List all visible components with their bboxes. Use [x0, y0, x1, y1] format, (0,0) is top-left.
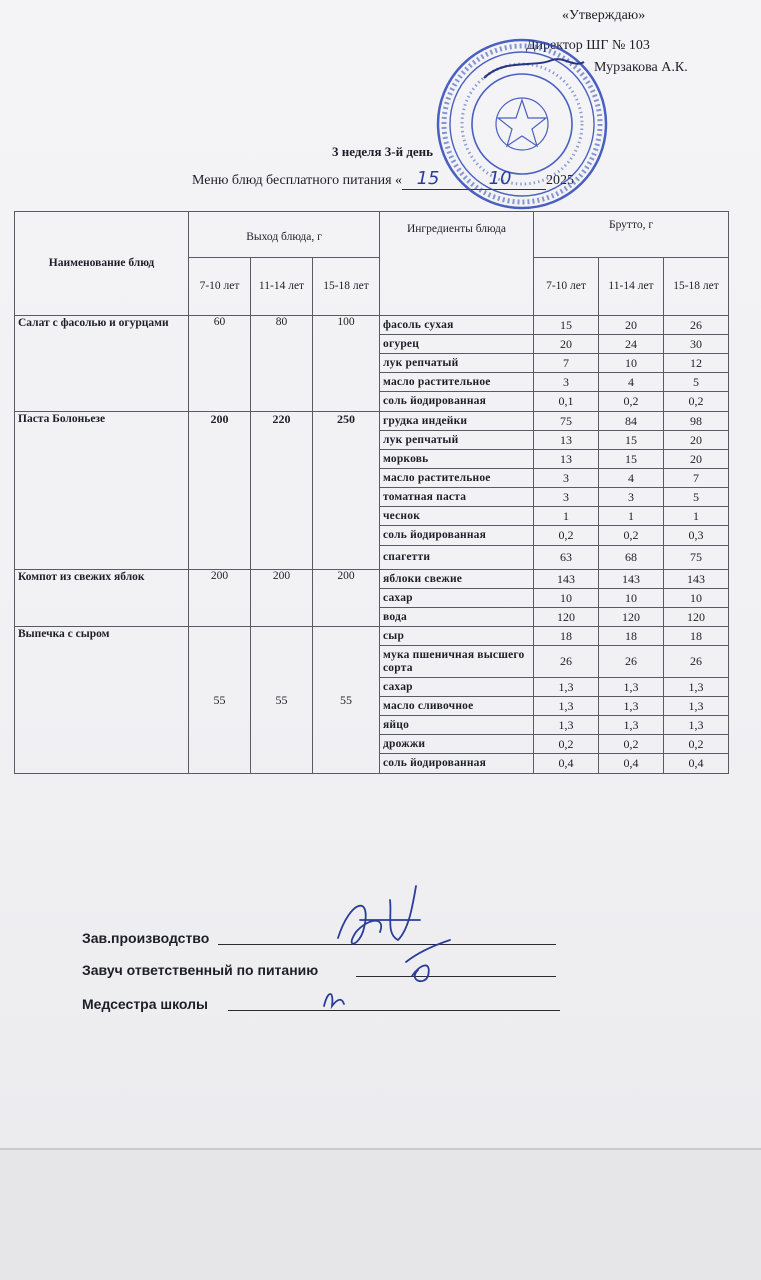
ingredient-name: чеснок: [380, 507, 534, 526]
ingredient-name: соль йодированная: [380, 526, 534, 546]
brutto-value: 1,3: [534, 678, 599, 697]
brutto-value: 5: [664, 488, 729, 507]
brutto-value: 24: [599, 335, 664, 354]
brutto-value: 20: [599, 316, 664, 335]
header-output-age3: 15-18 лет: [313, 258, 380, 316]
brutto-value: 1,3: [664, 716, 729, 735]
brutto-value: 1: [599, 507, 664, 526]
dish-name: Салат с фасолью и огурцами: [15, 316, 189, 412]
brutto-value: 0,2: [599, 392, 664, 412]
approval-label: «Утверждаю»: [562, 8, 646, 23]
table-row: [15, 412, 729, 431]
ingredient-name: томатная паста: [380, 488, 534, 507]
header-brutto-age1: 7-10 лет: [534, 258, 599, 316]
brutto-value: 1: [534, 507, 599, 526]
brutto-value: 75: [664, 546, 729, 570]
table-row: [15, 627, 729, 646]
header-brutto: Брутто, г: [534, 212, 729, 258]
brutto-value: 0,3: [664, 526, 729, 546]
brutto-value: 26: [664, 646, 729, 678]
brutto-value: 3: [599, 488, 664, 507]
brutto-value: 18: [599, 627, 664, 646]
ingredient-name: огурец: [380, 335, 534, 354]
ingredient-name: сахар: [380, 678, 534, 697]
brutto-value: 1,3: [534, 697, 599, 716]
dish-name: Выпечка с сыром: [15, 627, 189, 774]
brutto-value: 68: [599, 546, 664, 570]
ingredient-name: дрожжи: [380, 735, 534, 754]
brutto-value: 3: [534, 469, 599, 488]
ingredient-name: лук репчатый: [380, 431, 534, 450]
brutto-value: 0,1: [534, 392, 599, 412]
table-row: [15, 570, 729, 589]
ingredient-name: спагетти: [380, 546, 534, 570]
brutto-value: 143: [664, 570, 729, 589]
ingredient-name: соль йодированная: [380, 392, 534, 412]
brutto-value: 0,2: [534, 735, 599, 754]
header-ingredients: Ингредиенты блюда: [380, 212, 534, 316]
dish-output-value: 200: [189, 412, 251, 570]
ingredient-name: мука пшеничная высшего сорта: [380, 646, 534, 678]
menu-title-text: Меню блюд бесплатного питания «: [192, 173, 403, 188]
dish-output-value: 55: [313, 627, 380, 774]
menu-table: [14, 211, 729, 774]
brutto-value: 10: [599, 589, 664, 608]
header-dish: Наименование блюд: [15, 212, 189, 316]
brutto-value: 15: [599, 431, 664, 450]
background-surface: [0, 1150, 761, 1280]
table-row: [15, 316, 729, 335]
dish-name: Паста Болоньезе: [15, 412, 189, 570]
brutto-value: 7: [664, 469, 729, 488]
brutto-value: 75: [534, 412, 599, 431]
brutto-value: 84: [599, 412, 664, 431]
director-name: Мурзакова А.К.: [594, 60, 688, 75]
header-output-age1: 7-10 лет: [189, 258, 251, 316]
brutto-value: 20: [664, 450, 729, 469]
brutto-value: 10: [534, 589, 599, 608]
ingredient-name: сыр: [380, 627, 534, 646]
dish-output-value: 100: [313, 316, 380, 412]
brutto-value: 26: [599, 646, 664, 678]
brutto-value: 1,3: [534, 716, 599, 735]
ingredient-name: лук репчатый: [380, 354, 534, 373]
brutto-value: 120: [599, 608, 664, 627]
ingredient-name: яблоки свежие: [380, 570, 534, 589]
brutto-value: 20: [664, 431, 729, 450]
brutto-value: 63: [534, 546, 599, 570]
date-year: 2025: [546, 173, 575, 188]
header-brutto-age2: 11-14 лет: [599, 258, 664, 316]
brutto-value: 3: [534, 488, 599, 507]
official-stamp: [424, 38, 620, 210]
brutto-value: 26: [664, 316, 729, 335]
dish-output-value: 80: [251, 316, 313, 412]
brutto-value: 13: [534, 431, 599, 450]
dish-output-value: 55: [189, 627, 251, 774]
brutto-value: 30: [664, 335, 729, 354]
handwritten-signatures: [320, 880, 460, 1020]
ingredient-name: вода: [380, 608, 534, 627]
brutto-value: 1,3: [599, 716, 664, 735]
brutto-value: 18: [664, 627, 729, 646]
brutto-value: 18: [534, 627, 599, 646]
brutto-value: 0,2: [664, 735, 729, 754]
signature-head-teacher-label: Завуч ответственный по питанию: [82, 962, 319, 978]
ingredient-name: яйцо: [380, 716, 534, 735]
brutto-value: 3: [534, 373, 599, 392]
ingredient-name: соль йодированная: [380, 754, 534, 774]
brutto-value: 1,3: [664, 678, 729, 697]
dish-output-value: 250: [313, 412, 380, 570]
brutto-value: 7: [534, 354, 599, 373]
dish-output-value: 200: [313, 570, 380, 627]
brutto-value: 120: [534, 608, 599, 627]
brutto-value: 26: [534, 646, 599, 678]
brutto-value: 15: [599, 450, 664, 469]
brutto-value: 143: [599, 570, 664, 589]
brutto-value: 12: [664, 354, 729, 373]
ingredient-name: масло сливочное: [380, 697, 534, 716]
brutto-value: 0,4: [664, 754, 729, 774]
brutto-value: 1,3: [599, 678, 664, 697]
brutto-value: 0,2: [534, 526, 599, 546]
director-title: Директор ШГ № 103: [526, 38, 650, 53]
date-month: 10: [454, 168, 546, 190]
dish-output-value: 55: [251, 627, 313, 774]
header-brutto-age3: 15-18 лет: [664, 258, 729, 316]
brutto-value: 4: [599, 373, 664, 392]
brutto-value: 4: [599, 469, 664, 488]
brutto-value: 98: [664, 412, 729, 431]
brutto-value: 5: [664, 373, 729, 392]
brutto-value: 0,4: [534, 754, 599, 774]
signature-production-label: Зав.производство: [82, 930, 210, 946]
ingredient-name: морковь: [380, 450, 534, 469]
brutto-value: 13: [534, 450, 599, 469]
brutto-value: 20: [534, 335, 599, 354]
dish-output-value: 200: [251, 570, 313, 627]
dish-output-value: 60: [189, 316, 251, 412]
dish-output-value: 200: [189, 570, 251, 627]
brutto-value: 10: [599, 354, 664, 373]
ingredient-name: масло растительное: [380, 469, 534, 488]
ingredient-name: грудка индейки: [380, 412, 534, 431]
ingredient-name: сахар: [380, 589, 534, 608]
week-day-title: 3 неделя 3-й день: [332, 144, 434, 159]
ingredient-name: фасоль сухая: [380, 316, 534, 335]
dish-output-value: 220: [251, 412, 313, 570]
brutto-value: 1,3: [664, 697, 729, 716]
date-day: 15: [402, 168, 454, 190]
brutto-value: 15: [534, 316, 599, 335]
brutto-value: 143: [534, 570, 599, 589]
brutto-value: 0,2: [599, 735, 664, 754]
ingredient-name: масло растительное: [380, 373, 534, 392]
brutto-value: 10: [664, 589, 729, 608]
dish-name: Компот из свежих яблок: [15, 570, 189, 627]
brutto-value: 0,2: [664, 392, 729, 412]
signature-nurse-label: Медсестра школы: [82, 996, 208, 1012]
brutto-value: 1,3: [599, 697, 664, 716]
header-output-age2: 11-14 лет: [251, 258, 313, 316]
header-output: Выход блюда, г: [189, 212, 380, 258]
brutto-value: 0,2: [599, 526, 664, 546]
brutto-value: 1: [664, 507, 729, 526]
brutto-value: 0,4: [599, 754, 664, 774]
brutto-value: 120: [664, 608, 729, 627]
